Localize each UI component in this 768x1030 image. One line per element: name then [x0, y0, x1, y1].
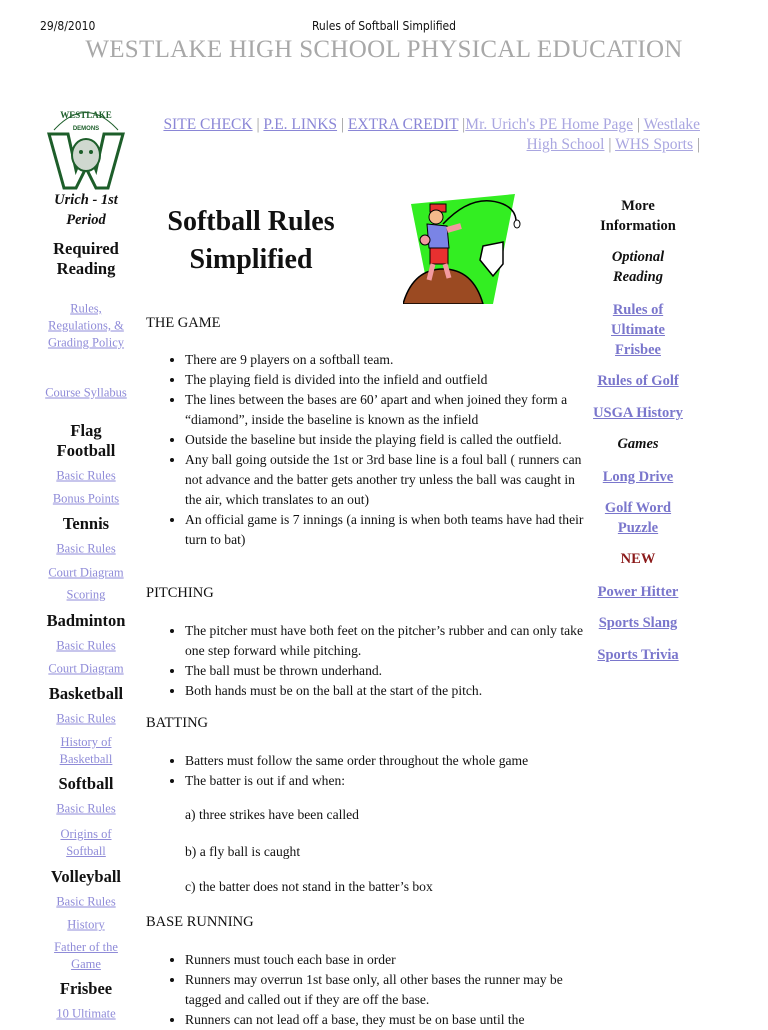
list-item: • The ball must be thrown underhand.	[185, 661, 585, 681]
batting-sub-a: a) three strikes have been called	[185, 807, 359, 822]
games-heading: Games	[617, 436, 659, 452]
volleyball-heading: Volleyball	[51, 867, 121, 886]
list-item: • Runners may overrun 1st base only, all other bases the runner may be tagged and called out if they are off the base.	[185, 970, 585, 1010]
list-item: • Outside the baseline but inside the playing field is called the outfield.	[185, 430, 585, 450]
list-item: • Any ball going outside the 1st or 3rd base line is a foul ball ( runners can not advance and the batter gets another try unless the ball was caught in the air, which translates to an out)	[185, 450, 585, 510]
link-softball-origins[interactable]: Origins of Softball	[60, 827, 112, 858]
sep: |	[696, 136, 700, 153]
link-syllabus[interactable]: Course Syllabus	[45, 385, 127, 400]
link-tennis-basic[interactable]: Basic Rules	[56, 541, 116, 556]
link-badminton-basic[interactable]: Basic Rules	[56, 638, 116, 653]
link-basketball-history[interactable]: History of Basketball	[59, 735, 113, 766]
link-flag-basic[interactable]: Basic Rules	[56, 468, 116, 483]
list-item: • There are 9 players on a softball team.	[185, 350, 585, 370]
section-heading-batting: BATTING	[146, 715, 209, 731]
link-tennis-court[interactable]: Court Diagram	[48, 565, 124, 580]
list-item: • The pitcher must have both feet on the pitcher’s rubber and can only take one step forward while pitching.	[185, 621, 585, 661]
base-running-rules-list	[146, 950, 585, 1030]
link-golf-word-puzzle[interactable]: Golf Word Puzzle	[604, 500, 672, 536]
link-volleyball-father[interactable]: Father of the Game	[54, 940, 118, 971]
westlake-demons-logo	[46, 100, 126, 190]
list-item: • An official game is 7 innings (a inning is when both teams have had their turn to bat)	[185, 510, 585, 550]
link-sports-trivia[interactable]: Sports Trivia	[597, 647, 679, 663]
required-reading-heading: Required Reading	[53, 239, 119, 278]
link-power-hitter[interactable]: Power Hitter	[597, 584, 679, 600]
sep: |	[608, 136, 612, 153]
softball-pitcher-clipart	[403, 194, 523, 304]
list-item: • The batter is out if and when:	[185, 771, 585, 791]
top-nav	[140, 115, 700, 155]
period-label: Urich - 1st Period	[54, 192, 118, 228]
list-item: • Both hands must be on the ball at the start of the pitch.	[185, 681, 585, 701]
list-item: • The lines between the bases are 60’ apart and when joined they form a “diamond”, inside the baseline is known as the infield	[185, 390, 585, 430]
section-heading-pitching: PITCHING	[146, 585, 214, 601]
link-frisbee-ultimate[interactable]: 10 Ultimate	[56, 1006, 116, 1021]
section-heading-game: THE GAME	[146, 315, 221, 331]
title-line-2: Simplified	[189, 244, 313, 275]
nav-pe-links[interactable]: P.E. LINKS	[263, 116, 338, 133]
flag-football-heading: Flag Football	[56, 421, 116, 460]
page-title	[146, 203, 356, 279]
list-item: • Runners must touch each base in order	[185, 950, 585, 970]
sep: |	[462, 116, 466, 133]
sep: |	[340, 116, 345, 133]
list-item: • Runners can not lead off a base, they must be on base until the	[185, 1010, 585, 1030]
nav-extra-credit[interactable]: EXTRA CREDIT	[347, 116, 459, 133]
link-golf-rules[interactable]: Rules of Golf	[597, 373, 679, 389]
nav-westlake-hs[interactable]: Westlake High School	[526, 116, 700, 153]
link-sports-slang[interactable]: Sports Slang	[598, 615, 678, 631]
batting-sub-b: b) a fly ball is caught	[185, 844, 301, 859]
nav-site-check[interactable]: SITE CHECK	[163, 116, 253, 133]
link-softball-basic[interactable]: Basic Rules	[56, 801, 116, 816]
list-item: • The playing field is divided into the infield and outfield	[185, 370, 585, 390]
sep: |	[256, 116, 260, 133]
link-volleyball-history[interactable]: History	[67, 917, 105, 932]
link-badminton-court[interactable]: Court Diagram	[48, 661, 124, 676]
site-banner: WESTLAKE HIGH SCHOOL PHYSICAL EDUCATION	[85, 36, 683, 63]
print-title: Rules of Softball Simplified	[311, 19, 457, 33]
link-tennis-scoring[interactable]: Scoring	[66, 587, 106, 602]
batting-rules-list	[146, 751, 585, 791]
game-rules-list	[146, 350, 585, 550]
section-heading-base-running: BASE RUNNING	[146, 914, 254, 930]
pitching-rules-list	[146, 621, 585, 701]
softball-heading: Softball	[58, 774, 114, 793]
svg-text:WESTLAKE: WESTLAKE	[60, 110, 112, 120]
more-info-heading: More Information	[600, 198, 676, 234]
svg-text:DEMONS: DEMONS	[72, 126, 100, 132]
link-rules-policy[interactable]: Rules, Regulations, & Grading Policy	[47, 301, 125, 350]
tennis-heading: Tennis	[62, 514, 110, 533]
title-line-1: Softball Rules	[167, 206, 335, 237]
link-usga-history[interactable]: USGA History	[593, 405, 683, 421]
link-ultimate-rules[interactable]: Rules of Ultimate Frisbee	[611, 302, 665, 358]
badminton-heading: Badminton	[46, 611, 126, 630]
nav-urich-home[interactable]: Mr. Urich's PE Home Page	[465, 116, 633, 133]
optional-reading-heading: Optional Reading	[611, 249, 665, 285]
batting-sub-c: c) the batter does not stand in the batter’s box	[185, 879, 433, 894]
print-date: 29/8/2010	[40, 19, 96, 33]
list-item: • Batters must follow the same order throughout the whole game	[185, 751, 585, 771]
frisbee-heading: Frisbee	[59, 979, 113, 998]
nav-whs-sports[interactable]: WHS Sports	[615, 136, 694, 153]
link-flag-bonus[interactable]: Bonus Points	[52, 491, 120, 506]
link-long-drive[interactable]: Long Drive	[602, 469, 674, 485]
link-basketball-basic[interactable]: Basic Rules	[56, 711, 116, 726]
sep: |	[636, 116, 640, 133]
basketball-heading: Basketball	[48, 684, 124, 703]
new-badge: NEW	[620, 551, 656, 567]
link-volleyball-basic[interactable]: Basic Rules	[56, 894, 116, 909]
